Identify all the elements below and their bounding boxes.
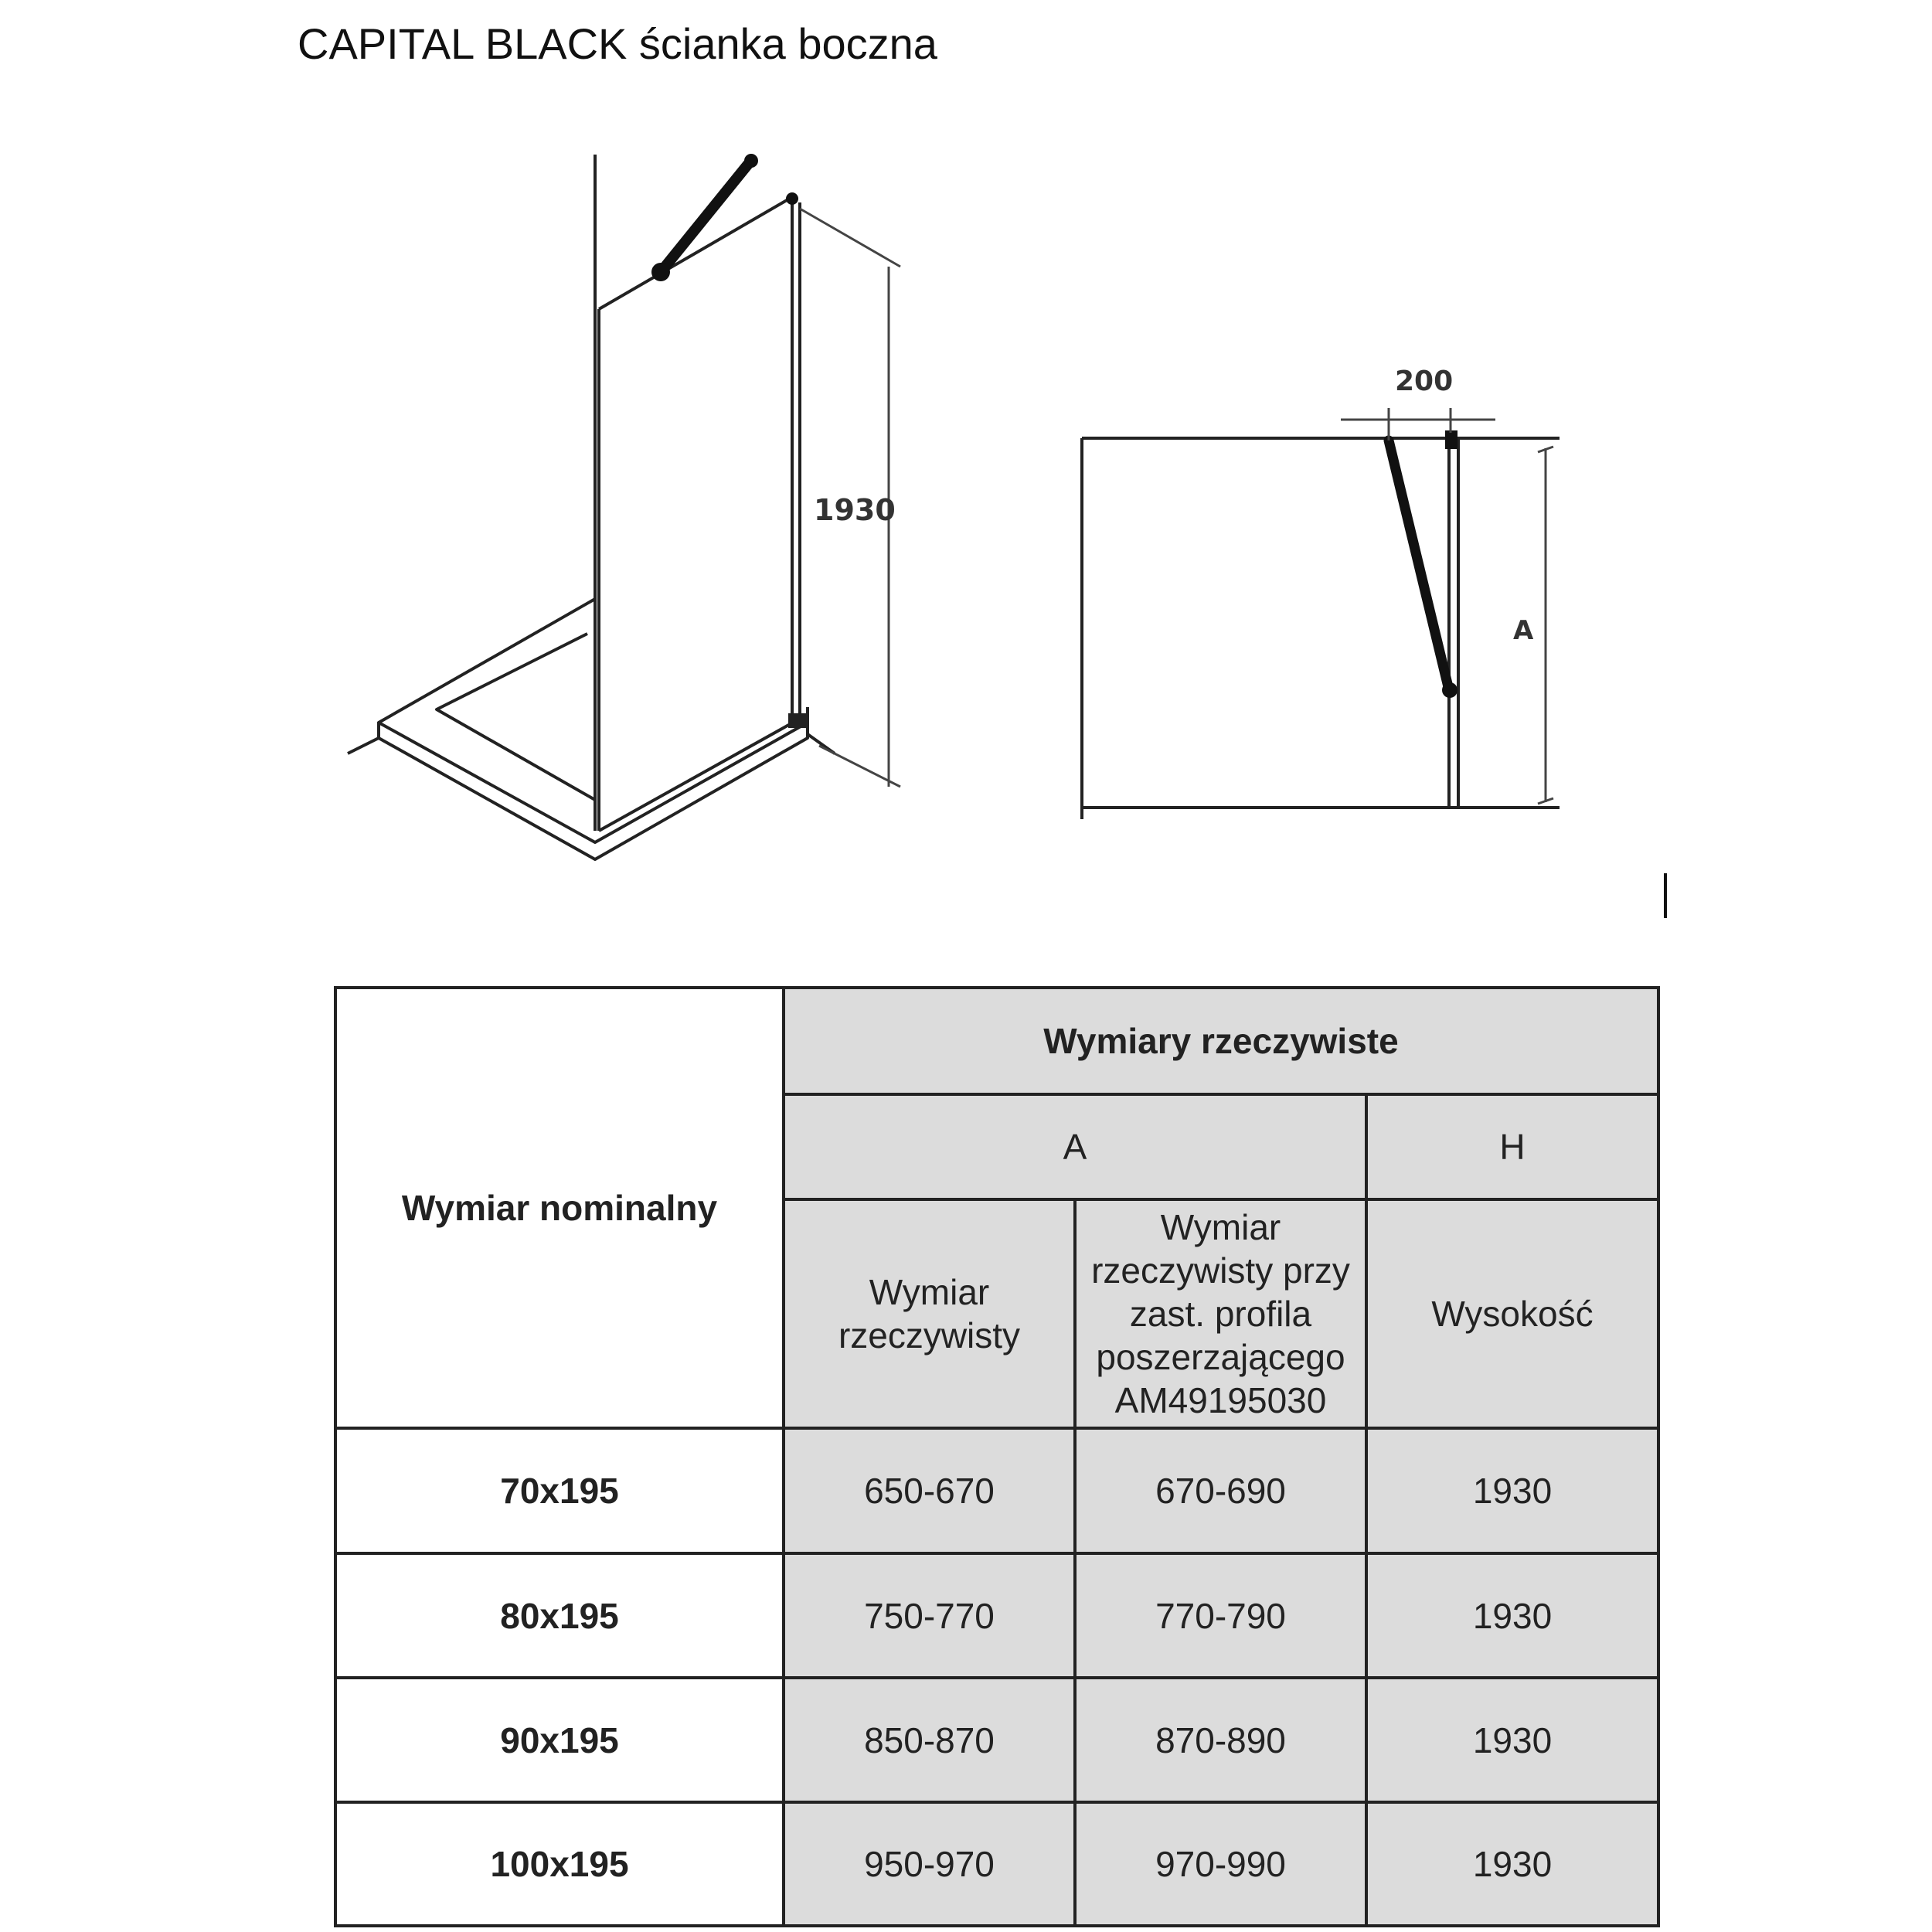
row-real: 750-770 bbox=[784, 1553, 1075, 1678]
row-nominal: 100x195 bbox=[335, 1802, 784, 1926]
row-nominal: 90x195 bbox=[335, 1678, 784, 1802]
row-height: 1930 bbox=[1366, 1802, 1658, 1926]
dimensions-table bbox=[334, 986, 1660, 1927]
arm-label: 200 bbox=[1395, 366, 1454, 397]
sub-height: Wysokość bbox=[1366, 1199, 1658, 1428]
height-label: 1930 bbox=[814, 493, 896, 527]
row-real: 650-670 bbox=[784, 1428, 1075, 1553]
table-row bbox=[335, 1802, 1658, 1926]
width-dimension bbox=[1538, 447, 1553, 804]
sub-real: Wymiar rzeczywisty bbox=[784, 1199, 1075, 1428]
row-nominal: 80x195 bbox=[335, 1553, 784, 1678]
table-header-row bbox=[335, 988, 1658, 1094]
arm-dimension bbox=[1341, 408, 1495, 440]
side-arm bbox=[1389, 430, 1458, 698]
row-profile: 870-890 bbox=[1075, 1678, 1366, 1802]
row-real: 950-970 bbox=[784, 1802, 1075, 1926]
table-row bbox=[335, 1428, 1658, 1553]
row-height: 1930 bbox=[1366, 1428, 1658, 1553]
width-label: A bbox=[1513, 615, 1534, 646]
sub-profile: Wymiar rzeczywisty przy zast. profila poszerzającego AM49195030 bbox=[1075, 1199, 1366, 1428]
shower-tray bbox=[348, 599, 835, 859]
side-view bbox=[1082, 438, 1560, 819]
header-a: A bbox=[784, 1094, 1366, 1199]
row-profile: 770-790 bbox=[1075, 1553, 1366, 1678]
header-real: Wymiary rzeczywiste bbox=[784, 988, 1658, 1094]
glass-panel bbox=[595, 155, 807, 831]
row-height: 1930 bbox=[1366, 1678, 1658, 1802]
stabilizer-arm bbox=[651, 154, 798, 281]
row-height: 1930 bbox=[1366, 1553, 1658, 1678]
row-profile: 970-990 bbox=[1075, 1802, 1366, 1926]
technical-drawing bbox=[0, 0, 1932, 958]
row-profile: 670-690 bbox=[1075, 1428, 1366, 1553]
table-row bbox=[335, 1553, 1658, 1678]
table-row bbox=[335, 1678, 1658, 1802]
row-real: 850-870 bbox=[784, 1678, 1075, 1802]
document-title: CAPITAL BLACK ścianka boczna bbox=[298, 19, 937, 68]
header-nominal: Wymiar nominalny bbox=[335, 988, 784, 1428]
header-h: H bbox=[1366, 1094, 1658, 1199]
row-nominal: 70x195 bbox=[335, 1428, 784, 1553]
